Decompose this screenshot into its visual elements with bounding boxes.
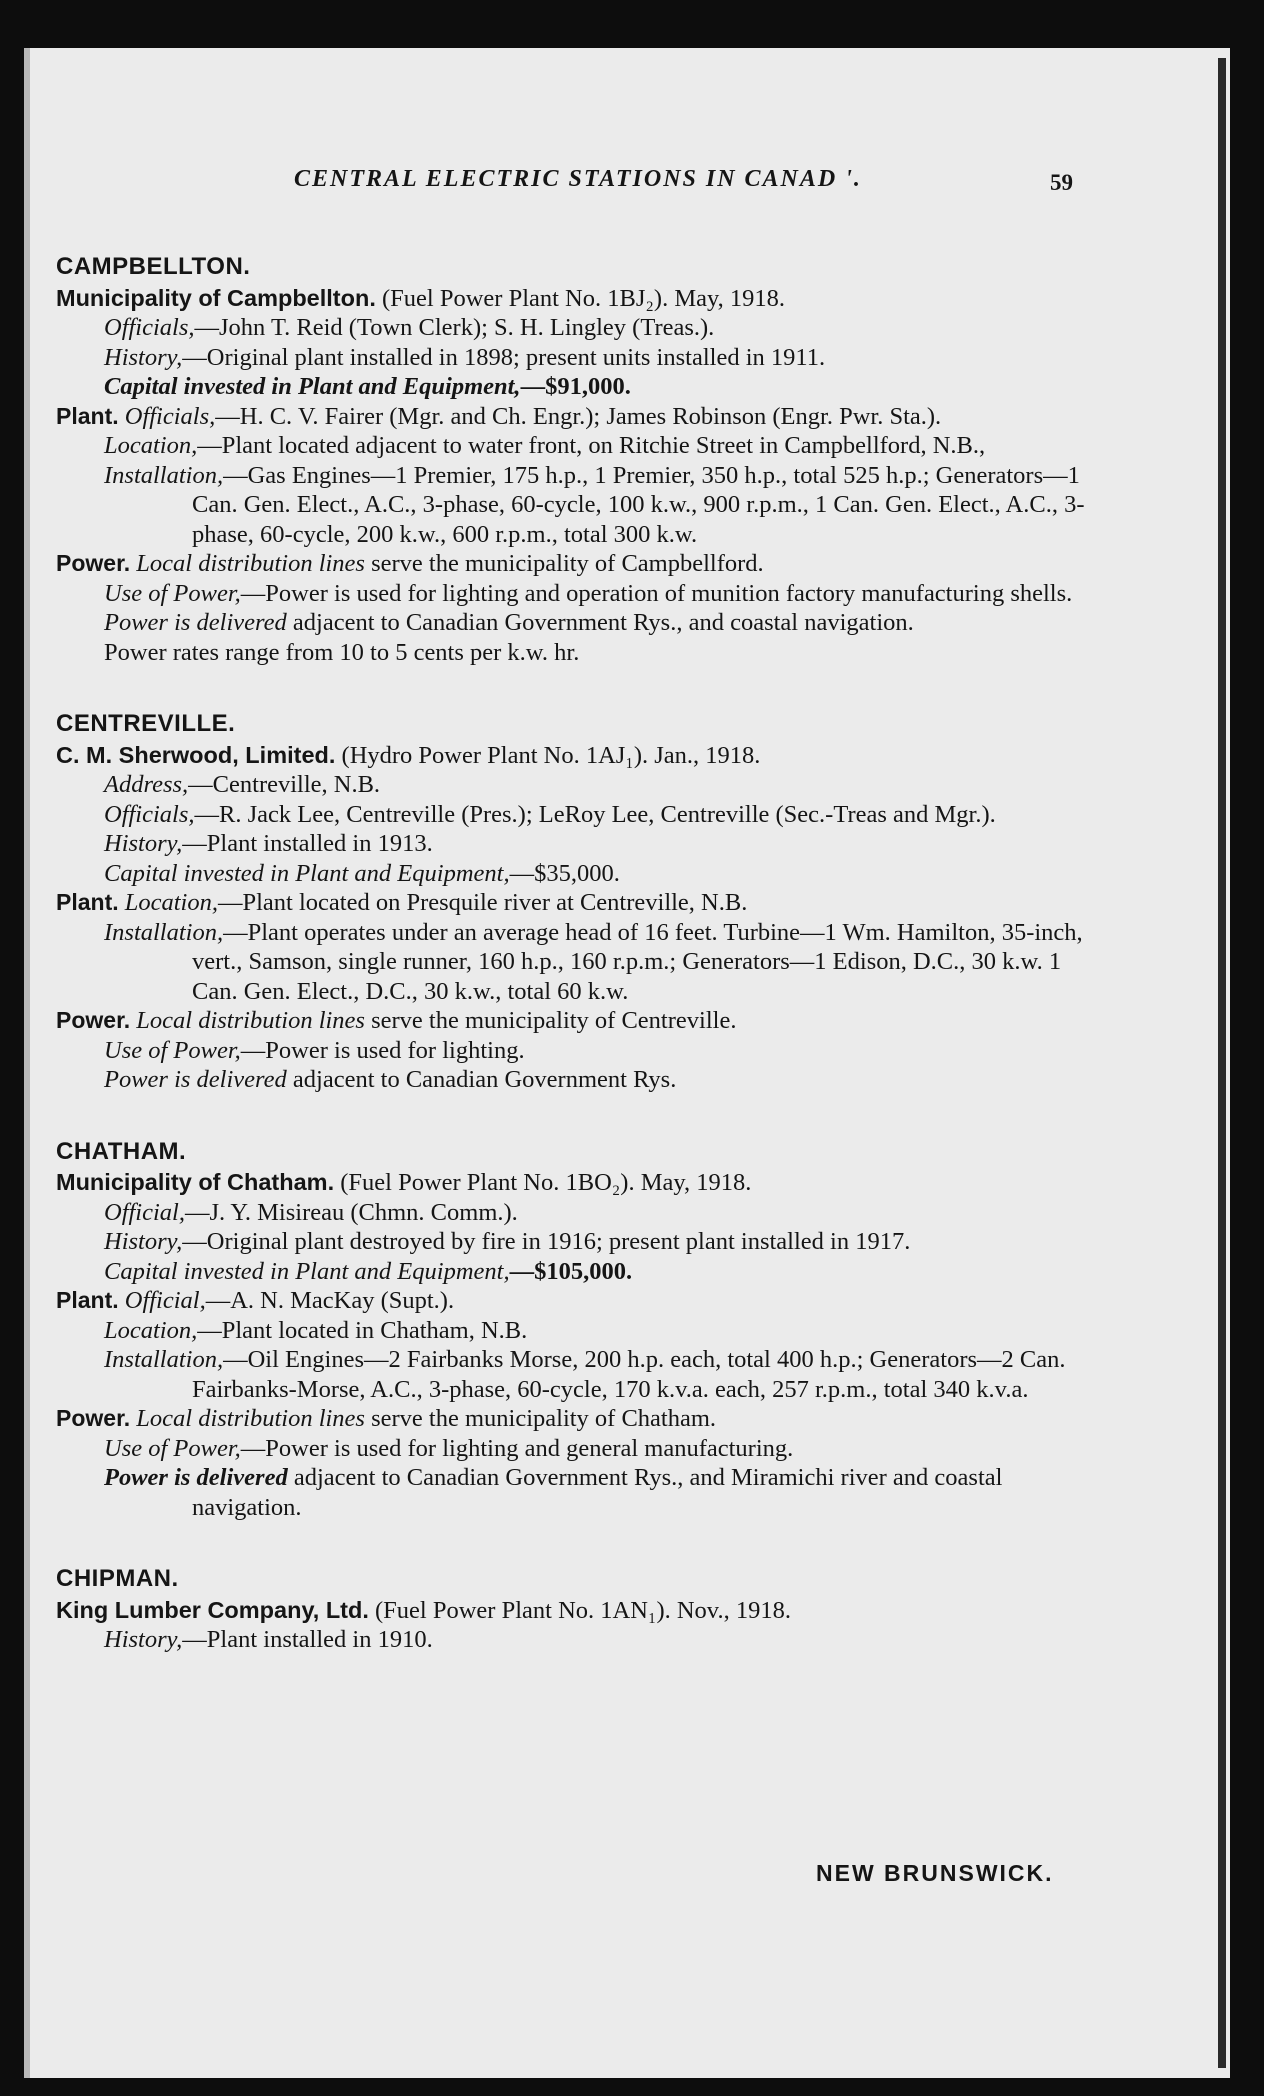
use-entry: [56, 1036, 1096, 1066]
history-entry: [56, 1227, 1096, 1257]
entry-label: Capital invested in Plant and Equipment,: [104, 859, 510, 887]
entry-text: —Original plant installed in 1898; present units installed in 1911.: [182, 343, 826, 371]
power-entry: [56, 1006, 1096, 1036]
entry-text: adjacent to Canadian Government Rys., and coastal navigation.: [286, 609, 914, 636]
entry-label: Power is delivered: [104, 1464, 288, 1491]
entry-label: Use of Power,: [104, 1036, 241, 1064]
org-name: Municipality of Campbellton.: [56, 284, 376, 311]
org-line: [56, 1168, 1096, 1198]
entry-text: —H. C. V. Fairer (Mgr. and Ch. Engr.); James Robinson (Engr. Pwr. Sta.).: [215, 402, 942, 430]
entry-label: History,: [104, 1626, 183, 1653]
page-number: 59: [1050, 170, 1073, 195]
section-heading: CHIPMAN.: [56, 1565, 179, 1592]
org-name: Municipality of Chatham.: [56, 1169, 335, 1195]
entry-label: Power is delivered: [104, 609, 287, 636]
delivered-entry: [56, 1463, 1096, 1522]
entry-label: Official,: [124, 1287, 206, 1314]
book-page: [24, 48, 1230, 2078]
entry-label: Officials,: [104, 314, 195, 341]
entry-text: adjacent to Canadian Government Rys., and Miramichi river and coastal navigation.: [192, 1464, 1003, 1521]
installation-entry: [56, 461, 1096, 550]
plant-label: Plant.: [56, 889, 119, 915]
plant-label: Plant.: [56, 1287, 119, 1313]
entry-text: —R. Jack Lee, Centreville (Pres.); LeRoy Lee, Centreville (Sec.-Treas and Mgr.).: [194, 800, 996, 828]
delivered-entry: [56, 1065, 1096, 1095]
history-entry: [56, 1625, 1096, 1655]
running-header: [30, 166, 1230, 206]
entry-text: —A. N. MacKay (Supt.).: [205, 1287, 455, 1314]
entry-text: adjacent to Canadian Government Rys.: [286, 1066, 677, 1093]
section-chipman: [56, 1564, 1096, 1655]
rates-entry: Power rates range from 10 to 5 cents per k.w. hr.: [104, 638, 580, 666]
entry-text: —Plant located adjacent to water front, on Ritchie Street in Campbellford, N.B.,: [197, 432, 986, 459]
address-entry: [56, 770, 1096, 800]
plant-entry: [56, 888, 1096, 918]
entry-label: Location,: [124, 889, 218, 916]
entry-text: —J. Y. Misireau (Chmn. Comm.).: [184, 1198, 518, 1226]
entry-text: —Oil Engines—2 Fairbanks Morse, 200 h.p. each, total 400 h.p.; Generators—2 Can. Fairbanks-Morse, A.C., 3-phase, 60-cycle, 170 k.v.a. each, 257 r.p.m., total 340 k.v.a.: [192, 1346, 1066, 1403]
location-entry: [56, 1316, 1096, 1346]
section-heading: CHATHAM.: [56, 1137, 187, 1165]
org-name: King Lumber Company, Ltd.: [56, 1596, 369, 1623]
org-line: [56, 741, 1096, 771]
entry-text: serve the municipality of Centreville.: [364, 1007, 737, 1034]
entry-label: Location,: [104, 432, 198, 459]
officials-entry: [56, 313, 1096, 343]
section-chatham: [56, 1137, 1096, 1523]
capital-entry: [56, 1257, 1096, 1287]
section-campbellton: [56, 252, 1096, 667]
entry-label: Use of Power,: [104, 1434, 241, 1462]
entry-text: —$105,000.: [509, 1257, 633, 1285]
entry-text: —Plant operates under an average head of 16 feet. Turbine—1 Wm. Hamilton, 35-inch, vert., Samson, single runner, 160 h.p., 160 r.p.m.; Generators—1 Edison, D.C., 30 k.w. 1 Can. Gen. Elect., D.C., 30 k.w., total 60 k.w.: [192, 918, 1083, 1005]
power-entry: [56, 549, 1096, 579]
entry-label: Capital invested in Plant and Equipment,: [104, 1257, 510, 1285]
section-centreville: [56, 709, 1096, 1095]
entry-text: serve the municipality of Chatham.: [364, 1405, 717, 1432]
org-details: (Fuel Power Plant No. 1BJ₂). May, 1918.: [375, 284, 786, 312]
power-label: Power.: [56, 550, 131, 576]
location-entry: [56, 431, 1096, 461]
delivered-entry: [56, 608, 1096, 638]
entry-text: —Power is used for lighting and operation of munition factory manufacturing shells.: [240, 579, 1073, 607]
entry-text: —Power is used for lighting and general manufacturing.: [240, 1434, 794, 1462]
entry-text: —Plant installed in 1913.: [182, 830, 433, 857]
entry-text: —Centreville, N.B.: [188, 771, 381, 798]
history-entry: [56, 343, 1096, 373]
plant-entry: [56, 1286, 1096, 1316]
entry-label: Use of Power,: [104, 579, 241, 607]
entry-label: Installation,: [104, 461, 224, 489]
plant-entry: [56, 402, 1096, 432]
entry-label: Installation,: [104, 918, 224, 946]
power-label: Power.: [56, 1007, 131, 1033]
entry-text: —$91,000.: [520, 373, 631, 400]
entry-label: Local distribution lines: [136, 1405, 365, 1432]
official-entry: [56, 1198, 1096, 1228]
entry-label: Local distribution lines: [136, 550, 365, 577]
use-entry: [56, 1434, 1096, 1464]
entry-label: Officials,: [124, 402, 216, 430]
entry-label: History,: [104, 830, 183, 857]
entry-label: Officials,: [104, 800, 195, 828]
entry-text: —Plant located in Chatham, N.B.: [197, 1316, 528, 1344]
entry-text: —Plant installed in 1910.: [182, 1626, 433, 1653]
entry-label: Power is delivered: [104, 1066, 287, 1093]
org-details: (Fuel Power Plant No. 1AN₁). Nov., 1918.: [368, 1596, 791, 1624]
org-line: [56, 1596, 1096, 1626]
entry-label: Address,: [104, 771, 189, 798]
entry-text: —$35,000.: [509, 859, 620, 887]
entry-label: Official,: [104, 1198, 185, 1226]
province-footer: NEW BRUNSWICK.: [816, 1860, 1054, 1886]
entry-label: History,: [104, 1228, 183, 1255]
power-label: Power.: [56, 1405, 131, 1431]
page-body: [56, 252, 1096, 1697]
entry-label: Local distribution lines: [136, 1007, 365, 1034]
use-entry: [56, 579, 1096, 609]
officials-entry: [56, 800, 1096, 830]
capital-entry: [56, 372, 1096, 402]
plant-label: Plant.: [56, 402, 119, 429]
org-name: C. M. Sherwood, Limited.: [56, 741, 336, 768]
section-heading: CENTREVILLE.: [56, 710, 236, 737]
installation-entry: [56, 1345, 1096, 1404]
entry-text: —John T. Reid (Town Clerk); S. H. Lingley (Treas.).: [194, 314, 715, 341]
running-title: CENTRAL ELECTRIC STATIONS IN CANAD '.: [294, 166, 862, 192]
entry-label: Location,: [104, 1316, 198, 1344]
org-details: (Fuel Power Plant No. 1BO₂). May, 1918.: [334, 1169, 752, 1196]
history-entry: [56, 829, 1096, 859]
installation-entry: [56, 918, 1096, 1007]
entry-text: —Gas Engines—1 Premier, 175 h.p., 1 Premier, 350 h.p., total 525 h.p.; Generators—1 Can. Gen. Elect., A.C., 3-phase, 60-cycle, 100 k.w., 900 r.p.m., 1 Can. Gen. Elect., A.C., 3-phase, 60-cycle, 200 k.w., 600 r.p.m., total 300 k.w.: [192, 461, 1085, 548]
org-line: [56, 284, 1096, 314]
power-entry: [56, 1404, 1096, 1434]
entry-label: Capital invested in Plant and Equipment,: [104, 373, 521, 400]
org-details: (Hydro Power Plant No. 1AJ₁). Jan., 1918.: [335, 741, 761, 769]
capital-entry: [56, 859, 1096, 889]
section-heading: CAMPBELLTON.: [56, 253, 251, 280]
page-edge-mark: [1218, 58, 1226, 2068]
entry-text: —Plant located on Presquile river at Centreville, N.B.: [218, 889, 748, 916]
entry-label: History,: [104, 343, 183, 371]
entry-label: Installation,: [104, 1346, 224, 1373]
entry-text: —Original plant destroyed by fire in 1916; present plant installed in 1917.: [182, 1228, 911, 1255]
entry-text: serve the municipality of Campbellford.: [364, 550, 764, 577]
entry-text: —Power is used for lighting.: [240, 1036, 525, 1064]
